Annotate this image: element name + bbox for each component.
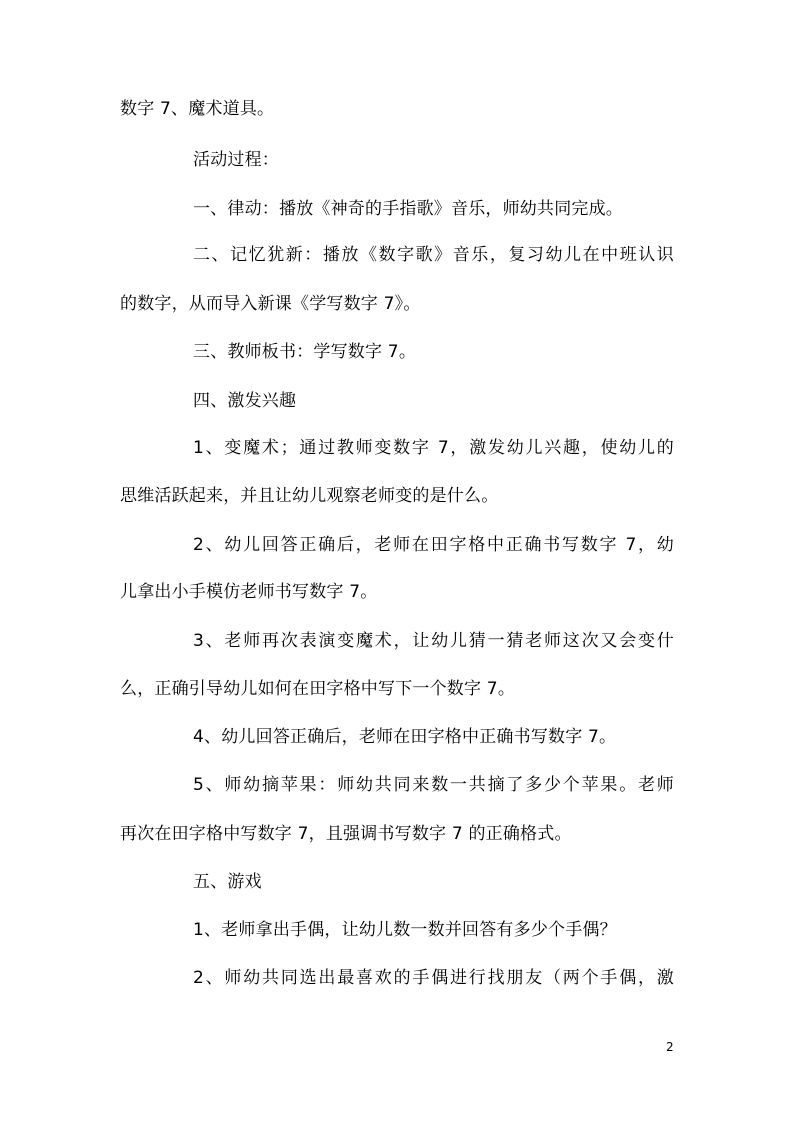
text-line-10: 2、幼儿回答正确后，老师在田字格中正确书写数字 7，幼 xyxy=(193,535,674,555)
text-line-2: 活动过程： xyxy=(193,150,279,170)
text-line-14: 4、幼儿回答正确后，老师在田字格中正确书写数字 7。 xyxy=(193,727,617,747)
text-line-13: 么，正确引导幼儿如何在田字格中写下一个数字 7。 xyxy=(120,679,516,699)
text-line-17: 五、游戏 xyxy=(193,872,262,892)
text-line-12: 3、老师再次表演变魔术，让幼儿猜一猜老师这次又会变什 xyxy=(193,631,674,651)
text-line-19: 2、师幼共同选出最喜欢的手偶进行找朋友（两个手偶，激 xyxy=(193,968,674,988)
text-line-15: 5、师幼摘苹果：师幼共同来数一共摘了多少个苹果。老师 xyxy=(193,775,674,795)
text-line-4: 二、记忆犹新：播放《数字歌》音乐，复习幼儿在中班认识 xyxy=(193,245,674,265)
text-line-8: 1、变魔术；通过教师变数字 7，激发幼儿兴趣，使幼儿的 xyxy=(193,438,674,458)
text-line-7: 四、激发兴趣 xyxy=(193,391,297,411)
text-line-9: 思维活跃起来，并且让幼儿观察老师变的是什么。 xyxy=(120,486,499,506)
text-line-18: 1、老师拿出手偶，让幼儿数一数并回答有多少个手偶？ xyxy=(193,920,617,940)
text-line-6: 三、教师板书：学写数字 7。 xyxy=(193,342,417,362)
text-line-3: 一、律动：播放《神奇的手指歌》音乐，师幼共同完成。 xyxy=(193,199,623,219)
text-line-11: 儿拿出小手模仿老师书写数字 7。 xyxy=(120,582,378,602)
text-line-1: 数字 7、魔术道具。 xyxy=(120,99,275,119)
text-line-16: 再次在田字格中写数字 7，且强调书写数字 7 的正确格式。 xyxy=(120,824,572,844)
text-line-5: 的数字，从而导入新课《学写数字 7》。 xyxy=(120,294,421,314)
page-number: 2 xyxy=(666,1040,674,1054)
